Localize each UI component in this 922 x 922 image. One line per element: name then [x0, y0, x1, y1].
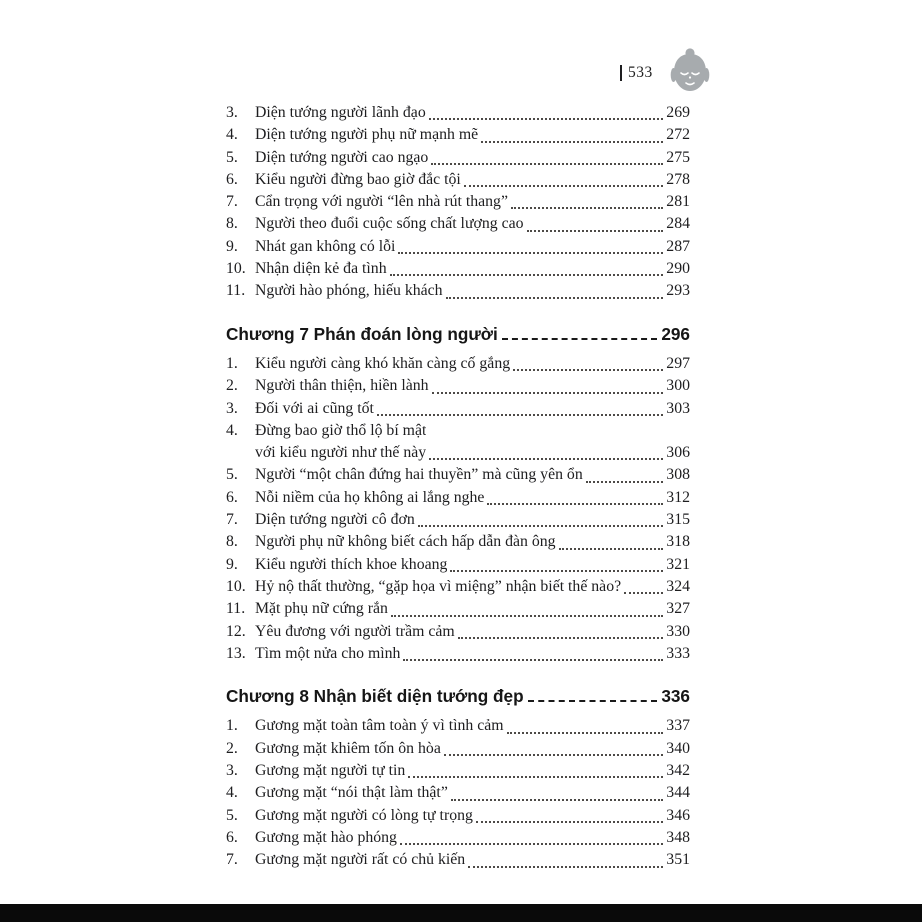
entry-number: 3. — [226, 399, 238, 417]
toc-entry — [226, 169, 690, 191]
entry-page-number: 330 — [666, 622, 690, 640]
dash-leader — [528, 700, 658, 702]
dot-leader — [559, 548, 664, 550]
entry-title: Nhát gan không có lỗi — [255, 237, 396, 255]
chapter-title: Chương 7 Phán đoán lòng người — [226, 323, 498, 344]
chapter-title: Chương 8 Nhận biết diện tướng đẹp — [226, 686, 524, 707]
entry-title: Hỷ nộ thất thường, “gặp họa vì miệng” nhận biết thế nào? — [255, 577, 622, 595]
toc-entry — [226, 213, 690, 235]
entry-page-number: 308 — [666, 466, 690, 484]
entry-page-number: 278 — [666, 170, 690, 188]
entry-title: Tìm một nửa cho mình — [255, 644, 401, 662]
entry-title: Nỗi niềm của họ không ai lắng nghe — [255, 488, 485, 506]
toc-entry — [226, 420, 690, 442]
entry-page-number: 303 — [666, 399, 690, 417]
entry-number: 6. — [226, 170, 238, 188]
toc-entry — [226, 102, 690, 124]
toc-entry — [226, 554, 690, 576]
entry-title: Người “một chân đứng hai thuyền” mà cũng yên ổn — [255, 466, 583, 484]
entry-number: 1. — [226, 354, 238, 372]
entry-title: Người hào phóng, hiếu khách — [255, 282, 443, 300]
entry-title: Gương mặt “nói thật làm thật” — [255, 784, 448, 802]
entry-number: 4. — [226, 784, 238, 802]
page-header — [620, 44, 714, 101]
entry-page-number: 346 — [666, 806, 690, 824]
entry-number: 11. — [226, 282, 246, 300]
entry-title: Kiểu người thích khoe khoang — [255, 555, 448, 573]
entry-title: Diện tướng người cô đơn — [255, 511, 415, 529]
entry-title: Gương mặt người tự tin — [255, 762, 406, 780]
page-number: 533 — [628, 63, 653, 81]
toc-entry — [226, 258, 690, 280]
entry-title: Gương mặt người rất có chủ kiến — [255, 851, 466, 869]
dot-leader — [513, 369, 663, 371]
buddha-icon — [666, 44, 714, 101]
entry-page-number: 281 — [666, 193, 690, 211]
entry-number: 8. — [226, 533, 238, 551]
entry-page-number: 318 — [666, 533, 690, 551]
entry-title: Kiểu người càng khó khăn càng cố gắng — [255, 354, 511, 372]
toc-entry — [226, 464, 690, 486]
entry-number: 2. — [226, 739, 238, 757]
entry-page-number: 306 — [666, 444, 690, 462]
entry-title: Người thân thiện, hiền lành — [255, 377, 429, 395]
entry-number: 5. — [226, 148, 238, 166]
dot-leader — [586, 481, 664, 483]
toc-entry — [226, 576, 690, 598]
entry-number: 9. — [226, 555, 238, 573]
dot-leader — [432, 392, 664, 394]
entry-page-number: 284 — [666, 215, 690, 233]
dot-leader — [408, 776, 663, 778]
toc-entry — [226, 147, 690, 169]
toc-entry — [226, 738, 690, 760]
entry-page-number: 312 — [666, 488, 690, 506]
entry-number: 2. — [226, 377, 238, 395]
page-number-divider — [620, 65, 622, 81]
entry-page-number: 324 — [666, 577, 690, 595]
dot-leader — [624, 592, 663, 594]
chapter-page-number: 296 — [661, 323, 690, 344]
entry-page-number: 290 — [666, 260, 690, 278]
dash-leader — [502, 338, 658, 340]
entry-number: 5. — [226, 466, 238, 484]
entry-number: 11. — [226, 600, 246, 618]
dot-leader — [468, 866, 663, 868]
entry-title: Đừng bao giờ thổ lộ bí mật — [255, 421, 427, 439]
entry-page-number: 275 — [666, 148, 690, 166]
entry-number: 12. — [226, 622, 246, 640]
dot-leader — [400, 843, 663, 845]
dot-leader — [507, 732, 664, 734]
toc-entry — [226, 715, 690, 737]
entry-title: Gương mặt hào phóng — [255, 828, 397, 846]
entry-number: 9. — [226, 237, 238, 255]
entry-page-number: 272 — [666, 126, 690, 144]
entry-page-number: 351 — [666, 851, 690, 869]
entry-page-number: 342 — [666, 762, 690, 780]
page-number-block — [620, 64, 653, 82]
entry-number: 13. — [226, 644, 246, 662]
toc-entry — [226, 509, 690, 531]
toc-entry — [226, 805, 690, 827]
toc-entry — [226, 621, 690, 643]
entry-title: Mặt phụ nữ cứng rắn — [255, 600, 388, 618]
chapter-heading — [226, 323, 690, 345]
entry-page-number: 337 — [666, 717, 690, 735]
toc-entry — [226, 782, 690, 804]
toc-entry — [226, 760, 690, 782]
entry-page-number: 348 — [666, 828, 690, 846]
entry-number: 10. — [226, 577, 246, 595]
entry-page-number: 344 — [666, 784, 690, 802]
toc-entry — [226, 375, 690, 397]
entry-title: Diện tướng người phụ nữ mạnh mẽ — [255, 126, 479, 144]
toc-entry — [226, 598, 690, 620]
dot-leader — [481, 141, 663, 143]
dot-leader — [398, 252, 663, 254]
entry-number: 7. — [226, 851, 238, 869]
entry-title: Diện tướng người cao ngạo — [255, 148, 429, 166]
entry-title: với kiểu người như thế này — [255, 444, 427, 462]
entry-title: Người phụ nữ không biết cách hấp dẫn đàn ông — [255, 533, 556, 551]
dot-leader — [511, 207, 663, 209]
toc-entry — [226, 398, 690, 420]
entry-number: 1. — [226, 717, 238, 735]
dot-leader — [391, 615, 663, 617]
dot-leader — [458, 637, 664, 639]
entry-page-number: 293 — [666, 282, 690, 300]
toc-entry — [226, 827, 690, 849]
entry-title: Gương mặt khiêm tốn ôn hòa — [255, 739, 441, 757]
dot-leader — [487, 503, 663, 505]
entry-page-number: 300 — [666, 377, 690, 395]
entry-title: Kiểu người đừng bao giờ đắc tội — [255, 170, 461, 188]
entry-title: Đối với ai cũng tốt — [255, 399, 374, 417]
toc-entry-continuation — [226, 442, 690, 464]
dot-leader — [527, 230, 664, 232]
table-of-contents — [226, 102, 690, 872]
toc-entry — [226, 487, 690, 509]
entry-page-number: 340 — [666, 739, 690, 757]
entry-page-number: 269 — [666, 104, 690, 121]
entry-page-number: 315 — [666, 511, 690, 529]
entry-number: 10. — [226, 260, 246, 278]
toc-entry — [226, 280, 690, 302]
entry-title: Yêu đương với người trầm cảm — [255, 622, 455, 640]
dot-leader — [451, 799, 663, 801]
entry-number: 4. — [226, 126, 238, 144]
entry-page-number: 297 — [666, 354, 690, 372]
entry-number: 3. — [226, 104, 238, 121]
entry-number: 7. — [226, 511, 238, 529]
dot-leader — [429, 458, 663, 460]
dot-leader — [403, 659, 663, 661]
entry-page-number: 321 — [666, 555, 690, 573]
entry-title: Gương mặt người có lòng tự trọng — [255, 806, 473, 824]
bottom-bar — [0, 904, 922, 922]
entry-page-number: 333 — [666, 644, 690, 662]
toc-entry — [226, 849, 690, 871]
entry-number: 6. — [226, 488, 238, 506]
chapter-heading — [226, 685, 690, 707]
entry-page-number: 287 — [666, 237, 690, 255]
entry-title: Cẩn trọng với người “lên nhà rút thang” — [255, 193, 508, 211]
dot-leader — [444, 754, 663, 756]
dot-leader — [464, 185, 663, 187]
entry-page-number: 327 — [666, 600, 690, 618]
entry-number: 6. — [226, 828, 238, 846]
entry-number: 4. — [226, 421, 238, 439]
entry-title: Gương mặt toàn tâm toàn ý vì tình cảm — [255, 717, 504, 735]
dot-leader — [390, 274, 664, 276]
toc-entry — [226, 643, 690, 665]
entry-number: 5. — [226, 806, 238, 824]
dot-leader — [450, 570, 663, 572]
entry-title: Người theo đuổi cuộc sống chất lượng cao — [255, 215, 524, 233]
dot-leader — [429, 118, 664, 120]
toc-entry — [226, 124, 690, 146]
toc-entry — [226, 353, 690, 375]
entry-title: Nhận diện kẻ đa tình — [255, 260, 387, 278]
toc-entry — [226, 531, 690, 553]
toc-entry — [226, 191, 690, 213]
entry-title: Diện tướng người lãnh đạo — [255, 104, 426, 121]
dot-leader — [418, 525, 664, 527]
chapter-page-number: 336 — [661, 686, 690, 707]
entry-number: 8. — [226, 215, 238, 233]
toc-entry — [226, 236, 690, 258]
dot-leader — [446, 297, 664, 299]
entry-number: 7. — [226, 193, 238, 211]
dot-leader — [476, 821, 663, 823]
dot-leader — [377, 414, 663, 416]
dot-leader — [431, 163, 663, 165]
entry-number: 3. — [226, 762, 238, 780]
